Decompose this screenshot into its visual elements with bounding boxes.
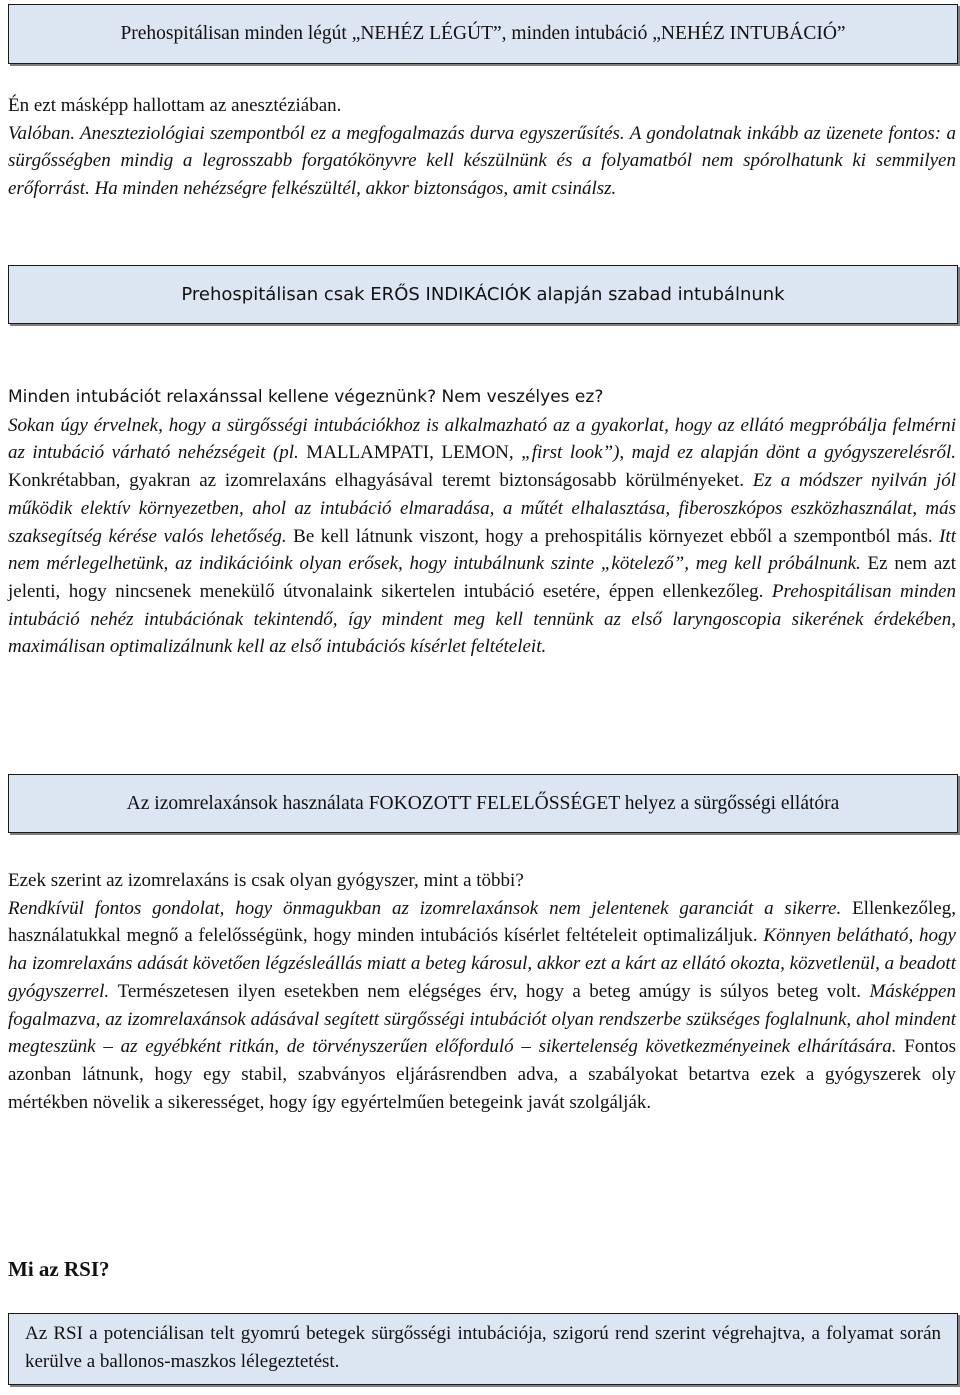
- question-lead: Minden intubációt relaxánssal kellene végeznünk? Nem veszélyes ez?: [8, 387, 604, 407]
- section-difficult-airway: [8, 92, 956, 203]
- answer-part: Másképpen fogalmazva, az izomrelaxánsok adásával segített sürgősségi intubációt olyan rendszerbe szükséges foglalnunk, ahol mindent megteszünk – az egyébként ritkán, de törvényszerűen előforduló – sikertelenség következményeinek elhárítására.: [8, 980, 956, 1058]
- answer: [8, 895, 956, 1117]
- highlight-box-strong-indications: [8, 265, 958, 324]
- question: [8, 383, 956, 412]
- answer-part: Prehospitálisan minden intubáció nehéz intubációnak tekintendő, így mindent meg kell tennünk az első laryngoscopia sikerének érdekében, maximálisan optimalizálnunk kell az első intubációs kísérlet feltételeit.: [8, 580, 956, 658]
- answer-part: Be kell látnunk viszont, hogy a prehospitális környezet ebből a szempontból más.: [293, 525, 940, 547]
- highlight-box-rsi-definition: Az RSI a potenciálisan telt gyomrú betegek sürgősségi intubációja, szigorú rend szerint végrehajtva, a folyamat során kerülve a ballonos-maszkos lélegeztetést.: [8, 1313, 958, 1385]
- answer-part: Ez nem azt jelenti, hogy nincsenek menekülő útvonalaink sikertelen intubáció esetére, éppen ellenkezőleg.: [8, 553, 956, 602]
- box-text: Prehospitálisan minden légút „NEHÉZ LÉGÚT”, minden intubáció „NEHÉZ INTUBÁCIÓ”: [120, 23, 846, 44]
- answer-part: Konkrétabban, gyakran az izomrelaxáns elhagyásával teremt biztonságosabb körülményeket.: [8, 470, 753, 492]
- answer-part: Rendkívül fontos gondolat, hogy önmagukban az izomrelaxánsok nem jelentenek garanciát a sikerre.: [8, 897, 853, 919]
- answer-part: MALLAMPATI, LEMON,: [306, 442, 522, 464]
- answer: Valóban. Aneszteziológiai szempontból ez a megfogalmazás durva egyszerűsítés. A gondolatnak inkább az üzenete fontos: a sürgősségben mindig a legrosszabb forgatókönyvre kell készülnünk és a folyamatból nem spórolhatunk ki semmilyen erőforrást. Ha minden nehézségre felkészültél, akkor biztonságos, amit csinálsz.: [8, 122, 956, 200]
- answer-part: „first look”), majd ez alapján dönt a gyógyszerelésről.: [521, 442, 956, 464]
- section-medication: [8, 867, 956, 1116]
- answer-part: Ez a módszer nyilván jól működik elektív környezetben, ahol az intubáció elmaradása, a műtét elhalasztása, fiberoszkópos eszközhasználat, más szaksegítség kérése valós lehetőség.: [8, 470, 956, 547]
- box-text: Az izomrelaxánsok használata FOKOZOTT FELELŐSSÉGET helyez a sürgősségi ellátóra: [126, 792, 840, 814]
- answer-part: Itt nem mérlegelhetünk, az indikációink olyan erősek, hogy intubálnunk szinte „kötelező”, meg kell próbálnunk.: [8, 525, 956, 575]
- answer-part: Sokan úgy érvelnek, hogy a sürgősségi intubációkhoz is alkalmazható az a gyakorlat, hogy az ellátó megpróbálja felmérni az intubáció várható nehézségeit (pl.: [8, 414, 956, 464]
- section-relaxant: [8, 383, 956, 661]
- section-heading: Mi az RSI?: [8, 1257, 110, 1281]
- answer-part: Fontos azonban látnunk, hogy egy stabil, szabványos eljárásrendben adva, a szabályokat betartva ezek a gyógyszerek oly mértékben növelik a sikerességet, hogy így egyértelműen betegeink javát szolgálják.: [8, 1036, 956, 1113]
- highlight-box-difficult-airway: [8, 4, 958, 64]
- answer-part: Ellenkezőleg, használatukkal megnő a felelősségünk, hogy minden intubációs kísérlet feltételeit optimalizáljuk.: [8, 897, 956, 947]
- question: Én ezt másképp hallottam az anesztéziában.: [8, 95, 342, 116]
- answer-part: Könnyen belátható, hogy ha izomrelaxáns adását követően légzésleállás miatt a beteg károsul, akkor ezt a kárt az ellátó okozta, közvetlenül, a beadott gyógyszerrel.: [8, 925, 956, 1002]
- answer-part: Természetesen ilyen esetekben nem elégséges érv, hogy a beteg amúgy is súlyos beteg volt.: [117, 980, 870, 1002]
- question: Ezek szerint az izomrelaxáns is csak olyan gyógyszer, mint a többi?: [8, 870, 524, 891]
- answer: [8, 412, 956, 661]
- box-text: Prehospitálisan csak ERŐS INDIKÁCIÓK alapján szabad intubálnunk: [181, 284, 785, 305]
- highlight-box-responsibility: [8, 774, 958, 833]
